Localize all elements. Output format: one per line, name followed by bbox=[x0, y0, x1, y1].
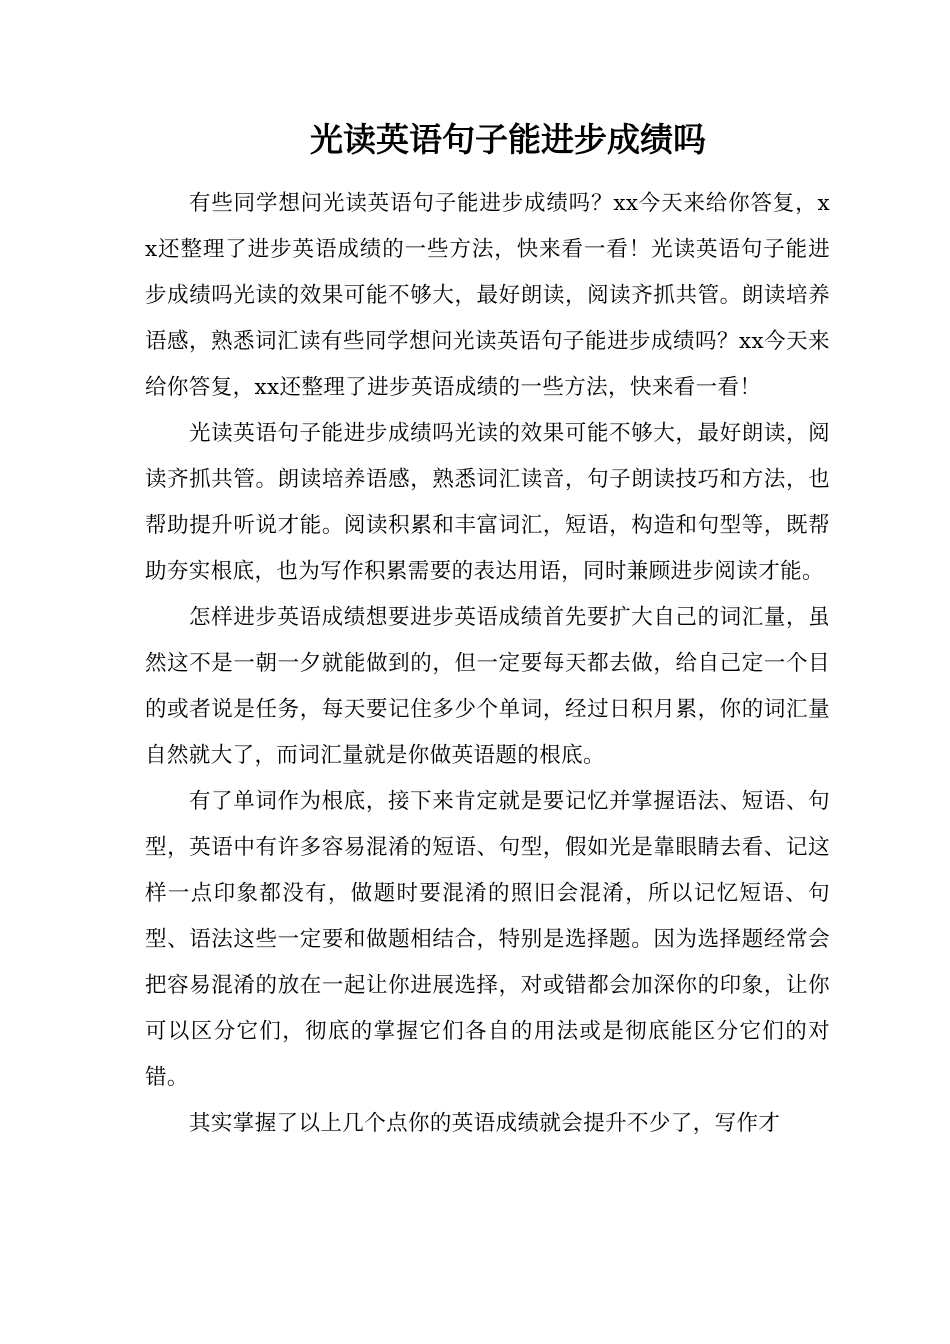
paragraph-2: 光读英语句子能进步成绩吗光读的效果可能不够大，最好朗读，阅读齐抓共管。朗读培养语感，熟悉词汇读音，句子朗读技巧和方法，也帮助提升听说才能。阅读积累和丰富词汇，短语，构造和句型等，既帮助夯实根底，也为写作积累需要的表达用语，同时兼顾进步阅读才能。 bbox=[145, 421, 830, 584]
document-body bbox=[145, 181, 830, 1147]
paragraph-4: 有了单词作为根底，接下来肯定就是要记忆并掌握语法、短语、句型，英语中有许多容易混淆的短语、句型，假如光是靠眼睛去看、记这样一点印象都没有，做题时要混淆的照旧会混淆，所以记忆短语、句型、语法这些一定要和做题相结合，特别是选择题。因为选择题经常会把容易混淆的放在一起让你进展选择，对或错都会加深你的印象，让你可以区分它们，彻底的掌握它们各自的用法或是彻底能区分它们的对错。 bbox=[145, 789, 830, 1090]
paragraph-1: 有些同学想问光读英语句子能进步成绩吗？xx今天来给你答复，xx还整理了进步英语成绩的一些方法，快来看一看！光读英语句子能进步成绩吗光读的效果可能不够大，最好朗读，阅读齐抓共管。朗读培养语感，熟悉词汇读有些同学想问光读英语句子能进步成绩吗？xx今天来给你答复，xx还整理了进步英语成绩的一些方法，快来看一看！ bbox=[145, 191, 830, 400]
document-title: 光读英语句子能进步成绩吗 bbox=[310, 120, 706, 159]
paragraph-3: 怎样进步英语成绩想要进步英语成绩首先要扩大自己的词汇量，虽然这不是一朝一夕就能做到的，但一定要每天都去做，给自己定一个目的或者说是任务，每天要记住多少个单词，经过日积月累，你的词汇量自然就大了，而词汇量就是你做英语题的根底。 bbox=[145, 605, 830, 768]
paragraph-5: 其实掌握了以上几个点你的英语成绩就会提升不少了，写作才 bbox=[189, 1111, 781, 1136]
